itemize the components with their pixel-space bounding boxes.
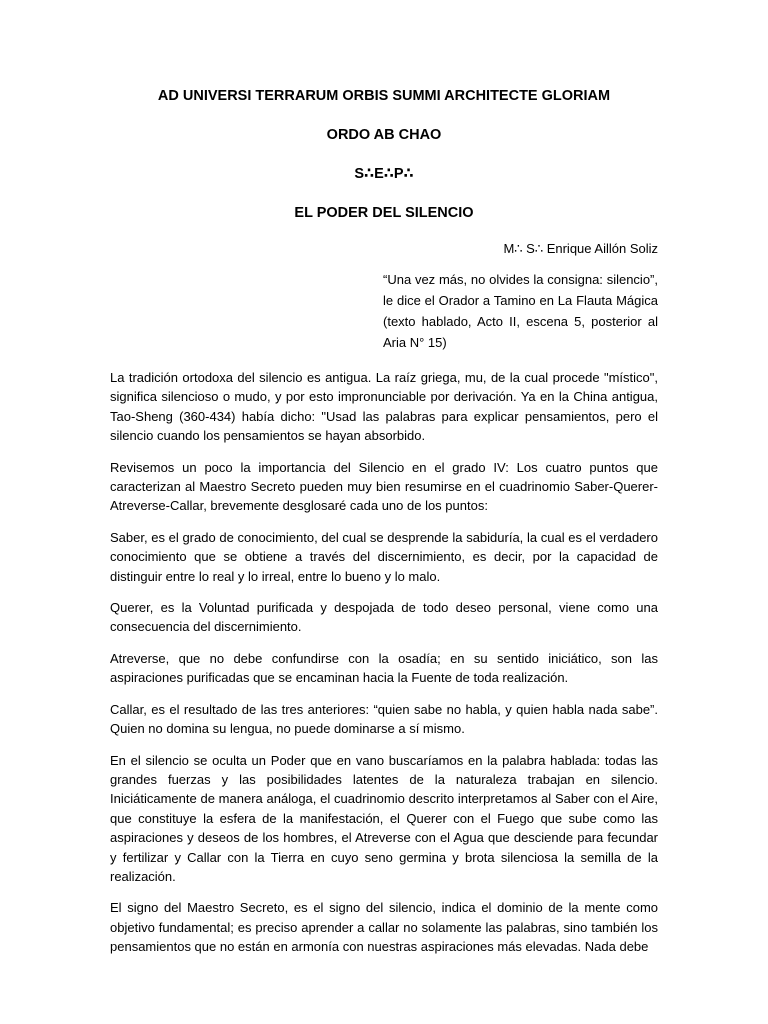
- paragraph: Saber, es el grado de conocimiento, del cual se desprende la sabiduría, la cual es el verdadero conocimiento que se obtiene a través del discernimiento, es decir, por la capacidad de distinguir entre lo real y lo irreal, entre lo bueno y lo malo.: [110, 529, 658, 584]
- paragraph: Revisemos un poco la importancia del Silencio en el grado IV: Los cuatro puntos que caracterizan al Maestro Secreto pueden muy bien resumirse en el cuadrinomio Saber-Querer-Atreverse-Callar, brevemente desglosaré cada uno de los puntos:: [110, 459, 658, 514]
- paragraph: El signo del Maestro Secreto, es el signo del silencio, indica el dominio de la mente como objetivo fundamental; es preciso aprender a callar no solamente las palabras, sino también los pensamientos que no están en armonía con nuestras aspiraciones más elevadas. Nada debe: [110, 900, 658, 955]
- author-line: M∴ S∴ Enrique Aillón Soliz: [503, 241, 658, 256]
- lodge-heading: S∴E∴P∴: [354, 166, 414, 182]
- paragraph: Atreverse, que no debe confundirse con la osadía; en su sentido iniciático, son las aspiraciones purificadas que se encaminan hacia la Fuente de toda realización.: [110, 650, 658, 686]
- motto-heading: ORDO AB CHAO: [326, 127, 442, 143]
- epigraph-quote: “Una vez más, no olvides la consigna: silencio”, le dice el Orador a Tamino en La Flauta Mágica (texto hablado, Acto II, escena 5, posterior al Aria N° 15): [383, 272, 658, 350]
- invocation-heading: AD UNIVERSI TERRARUM ORBIS SUMMI ARCHITECTE GLORIAM: [157, 88, 611, 104]
- paragraph: Callar, es el resultado de las tres anteriores: “quien sabe no habla, y quien habla nada sabe”. Quien no domina su lengua, no puede dominarse a sí mismo.: [110, 701, 658, 737]
- paragraph: La tradición ortodoxa del silencio es antigua. La raíz griega, mu, de la cual procede "místico", significa silencioso o mudo, y por esto impronunciable por derivación. Ya en la China antigua, Tao-Sheng (360-434) había dicho: "Usad las palabras para explicar pensamientos, pero el silencio cuando los pensamientos se hayan absorbido.: [110, 370, 658, 444]
- paragraph: Querer, es la Voluntad purificada y despojada de todo deseo personal, viene como una consecuencia del discernimiento.: [110, 600, 658, 635]
- paragraph: En el silencio se oculta un Poder que en vano buscaríamos en la palabra hablada: todas las grandes fuerzas y las posibilidades latentes de la naturaleza trabajan en silencio. Iniciáticamente de manera análoga, el cuadrinomio descrito interpretamos al Saber con el Aire, que constituye la esfera de la manifestación, el Querer con el Fuego que sube como las aspiraciones y deseos de los hombres, el Atreverse con el Agua que desciende para fecundar y fertilizar y Callar con la Tierra en cuyo seno germina y brota silenciosa la semilla de la realización.: [110, 752, 658, 884]
- document-title: EL PODER DEL SILENCIO: [294, 205, 474, 221]
